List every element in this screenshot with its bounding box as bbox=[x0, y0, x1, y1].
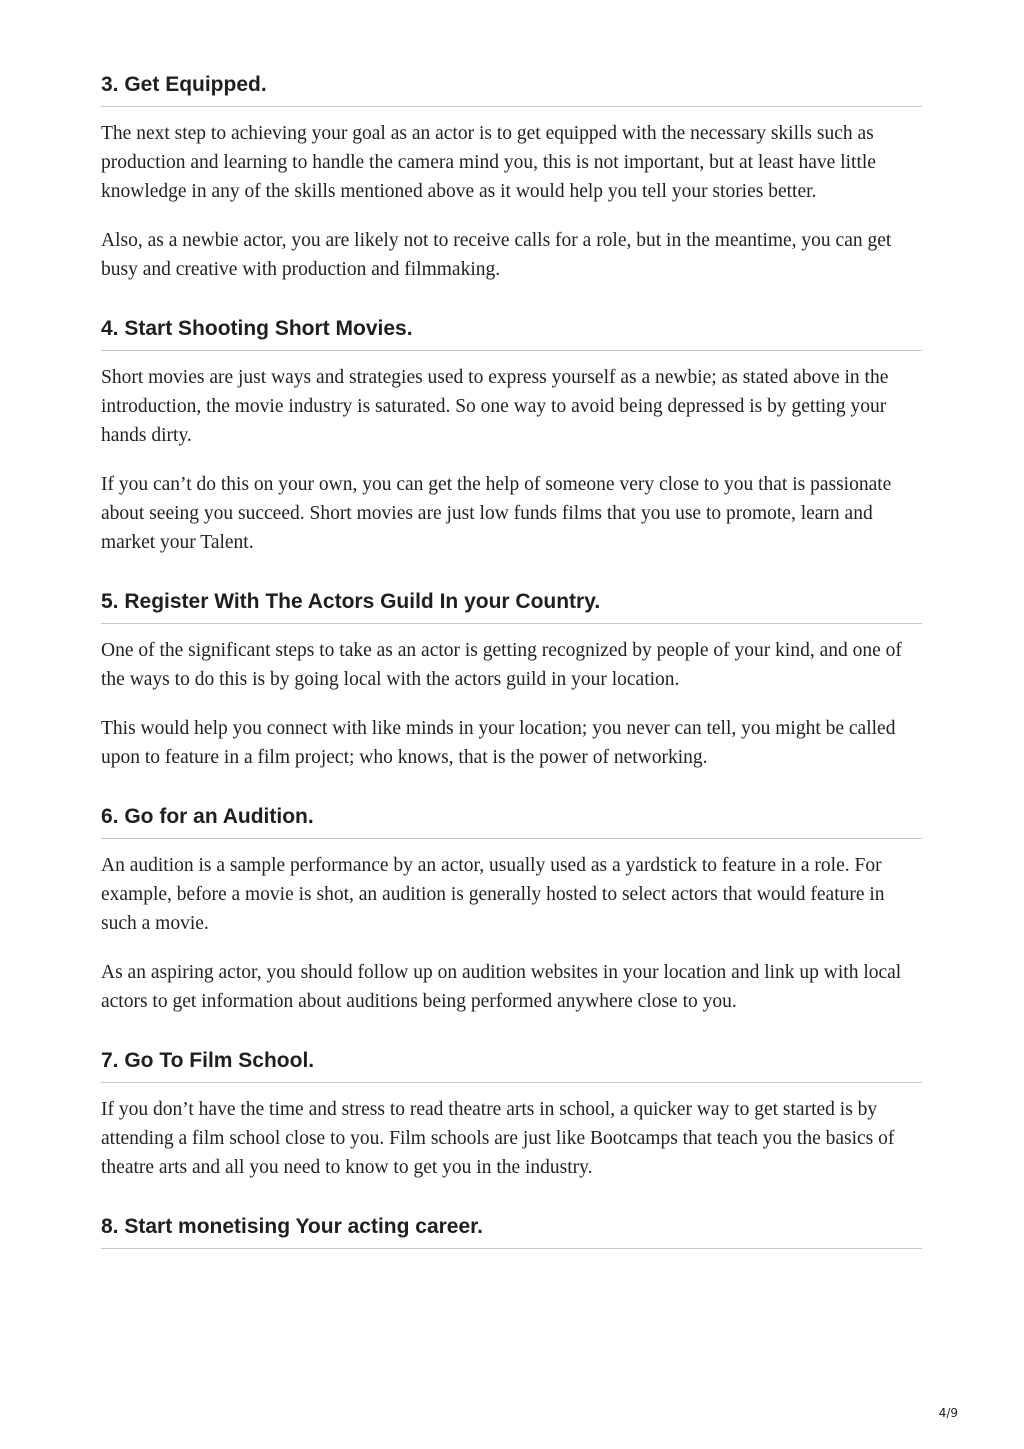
paragraph: Short movies are just ways and strategies used to express yourself as a newbie; as stated above in the introduction, the movie industry is saturated. So one way to avoid being depressed is by getting your hands dirty. bbox=[101, 367, 889, 446]
section-start-monetising bbox=[101, 1208, 922, 1249]
paragraph: If you can’t do this on your own, you can get the help of someone very close to you that is passionate about seeing you succeed. Short movies are just low funds films that you use to promote, learn and market your Talent. bbox=[101, 474, 892, 553]
section-get-equipped bbox=[101, 66, 922, 284]
paragraph: Also, as a newbie actor, you are likely not to receive calls for a role, but in the meantime, you can get busy and creative with production and filmmaking. bbox=[101, 230, 892, 280]
section-heading: 5. Register With The Actors Guild In your Country. bbox=[101, 583, 922, 624]
section-heading: 7. Go To Film School. bbox=[101, 1042, 922, 1083]
document-page bbox=[101, 66, 922, 1249]
section-heading: 8. Start monetising Your acting career. bbox=[101, 1208, 922, 1249]
page-number: 4/9 bbox=[938, 1406, 958, 1420]
paragraph: One of the significant steps to take as an actor is getting recognized by people of your kind, and one of the ways to do this is by going local with the actors guild in your location. bbox=[101, 640, 902, 690]
paragraph: If you don’t have the time and stress to read theatre arts in school, a quicker way to get started is by attending a film school close to you. Film schools are just like Bootcamps that teach you the basics of theatre arts and all you need to know to get you in the industry. bbox=[101, 1099, 895, 1178]
paragraph: This would help you connect with like minds in your location; you never can tell, you might be called upon to feature in a film project; who knows, that is the power of networking. bbox=[101, 718, 896, 768]
section-heading: 3. Get Equipped. bbox=[101, 66, 922, 107]
section-register-actors-guild bbox=[101, 583, 922, 772]
section-heading: 4. Start Shooting Short Movies. bbox=[101, 310, 922, 351]
section-go-for-audition bbox=[101, 798, 922, 1016]
paragraph: An audition is a sample performance by an actor, usually used as a yardstick to feature in a role. For example, before a movie is shot, an audition is generally hosted to select actors that would feature in such a movie. bbox=[101, 855, 885, 934]
section-start-shooting-short-movies bbox=[101, 310, 922, 557]
section-heading: 6. Go for an Audition. bbox=[101, 798, 922, 839]
paragraph: As an aspiring actor, you should follow up on audition websites in your location and link up with local actors to get information about auditions being performed anywhere close to you. bbox=[101, 962, 902, 1012]
paragraph: The next step to achieving your goal as an actor is to get equipped with the necessary skills such as production and learning to handle the camera mind you, this is not important, but at least have little knowledge in any of the skills mentioned above as it would help you tell your stories better. bbox=[101, 123, 876, 202]
section-go-to-film-school bbox=[101, 1042, 922, 1182]
